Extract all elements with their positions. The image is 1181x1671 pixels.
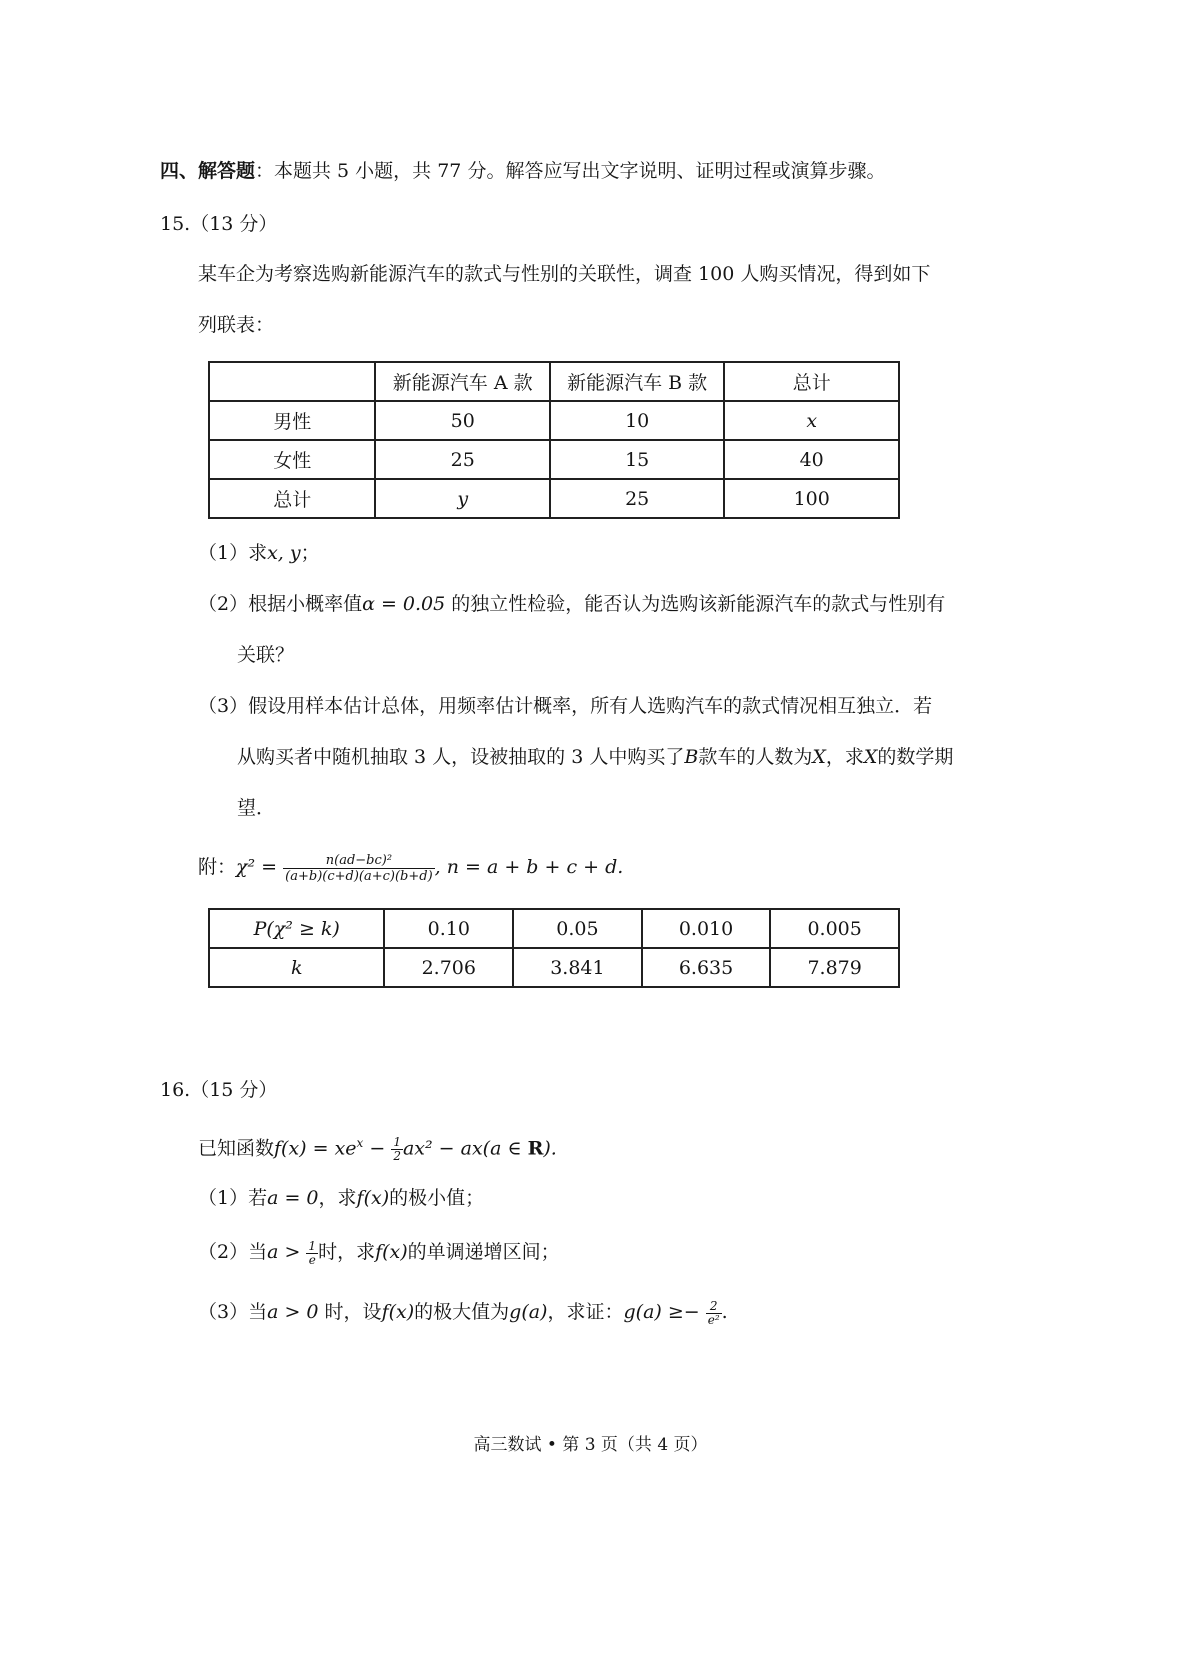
q15-part1 — [198, 540, 320, 566]
math-expr: X — [863, 746, 878, 768]
table-cell: 3.841 — [513, 948, 642, 987]
math-expr: f(x) — [356, 1187, 390, 1209]
table-cell: 男性 — [209, 401, 375, 440]
half-fraction — [391, 1136, 403, 1163]
math-expr: a = 0 — [267, 1187, 319, 1209]
q16-part1 — [198, 1185, 484, 1211]
text: ； — [300, 542, 320, 564]
section-instruction: ：本题共 5 小题，共 77 分。解答应写出文字说明、证明过程或演算步骤。 — [255, 160, 886, 182]
one-over-e-fraction — [306, 1240, 318, 1267]
table-cell: P(χ² ≥ k) — [209, 909, 384, 948]
contingency-table — [208, 361, 900, 519]
table-row — [209, 440, 899, 479]
q15-part3-line2 — [237, 744, 953, 770]
appendix-label: 附： — [198, 856, 237, 878]
text: ，求 — [318, 1187, 357, 1209]
text: 的数学期 — [877, 746, 954, 768]
q16-part2 — [198, 1237, 560, 1267]
math-expr: X — [812, 746, 826, 768]
fraction-denominator: 2 — [393, 1148, 401, 1163]
q15-stem-line1: 某车企为考察选购新能源汽车的款式与性别的关联性，调查 100 人购买情况，得到如下 — [198, 263, 931, 285]
text: 的独立性检验，能否认为选购该新能源汽车的款式与性别有 — [445, 593, 946, 615]
math-expr: B — [684, 746, 699, 768]
table-cell: 10 — [550, 401, 724, 440]
part-label: （2）根据小概率值 — [198, 593, 363, 615]
math-expr: f(x) = xe — [274, 1137, 357, 1160]
part-label: （2）当 — [198, 1241, 268, 1263]
text: 款车的人数为 — [698, 746, 813, 768]
math-expr: ). — [543, 1137, 557, 1160]
table-cell: x — [724, 401, 899, 440]
table-row — [209, 948, 899, 987]
two-over-e-squared-fraction — [706, 1300, 722, 1327]
page-footer: 高三数试 • 第 3 页（共 4 页） — [473, 1435, 708, 1455]
text: 已知函数 — [198, 1137, 275, 1160]
section-title: 四、解答题 — [160, 160, 256, 182]
math-expr: a > 0 — [267, 1301, 319, 1323]
table-cell: 50 — [375, 401, 549, 440]
q15-part2-line2: 关联？ — [237, 644, 295, 666]
fraction-numerator: 2 — [709, 1298, 718, 1313]
fraction-numerator: n(ad−bc)² — [325, 852, 393, 868]
table-cell: 0.005 — [770, 909, 899, 948]
formula-fraction — [283, 853, 435, 884]
q15-part3-line3: 望． — [237, 797, 276, 819]
table-cell: 25 — [375, 440, 549, 479]
math-expr: g(a) ≥− — [623, 1301, 706, 1323]
table-row — [209, 401, 899, 440]
table-header-row — [209, 362, 899, 401]
part-label: （1）若 — [198, 1187, 268, 1209]
text: ，求 — [825, 746, 864, 768]
table-row — [209, 479, 899, 518]
table-cell: 7.879 — [770, 948, 899, 987]
q16-part3 — [198, 1297, 728, 1327]
text: 的极大值为 — [414, 1301, 510, 1323]
text: 时，设 — [318, 1301, 382, 1323]
chi-square-formula — [198, 852, 623, 884]
math-sup: x — [356, 1136, 364, 1150]
text: 从购买者中随机抽取 3 人，设被抽取的 3 人中购买了 — [237, 746, 685, 768]
part-label: （3）当 — [198, 1301, 268, 1323]
table-cell: 0.10 — [384, 909, 513, 948]
math-expr: − — [363, 1137, 392, 1160]
math-expr: f(x) — [375, 1241, 408, 1263]
table-cell: 女性 — [209, 440, 375, 479]
section-heading — [160, 158, 885, 184]
table-cell: 新能源汽车 A 款 — [375, 362, 549, 401]
math-expr: ax² − ax(a ∈ — [402, 1137, 528, 1160]
text: 时，求 — [318, 1241, 376, 1263]
math-expr: R — [527, 1137, 544, 1160]
table-cell: 100 — [724, 479, 899, 518]
math-expr: , n = a + b + c + d. — [434, 856, 624, 878]
critical-value-table — [208, 908, 900, 988]
table-cell: 2.706 — [384, 948, 513, 987]
text: 的极小值； — [389, 1187, 485, 1209]
text: 的单调递增区间； — [407, 1241, 560, 1263]
table-cell: 6.635 — [642, 948, 771, 987]
table-cell: 新能源汽车 B 款 — [550, 362, 724, 401]
table-cell: k — [209, 948, 384, 987]
table-cell: 总计 — [724, 362, 899, 401]
text: ，求证： — [547, 1301, 624, 1323]
table-cell: y — [375, 479, 549, 518]
math-expr: x, y — [267, 542, 301, 564]
part-label: （1）求 — [198, 542, 268, 564]
table-cell: 总计 — [209, 479, 375, 518]
table-cell: 40 — [724, 440, 899, 479]
math-expr: a > — [267, 1241, 307, 1263]
table-cell: 15 — [550, 440, 724, 479]
q16-number: 16.（15 分） — [160, 1079, 278, 1101]
q15-number: 15.（13 分） — [160, 213, 278, 235]
table-row — [209, 909, 899, 948]
fraction-denominator: e — [306, 1253, 318, 1267]
fraction-denominator: (a+b)(c+d)(a+c)(b+d) — [285, 868, 433, 884]
q16-stem — [198, 1128, 557, 1163]
q15-stem-line2: 列联表： — [198, 314, 275, 336]
fraction-numerator: 1 — [308, 1238, 317, 1253]
math-expr: χ² = — [236, 856, 278, 878]
math-expr: f(x) — [381, 1301, 415, 1323]
q15-part3-line1: （3）假设用样本估计总体，用频率估计概率，所有人选购汽车的款式情况相互独立．若 — [198, 695, 933, 717]
math-expr: α = 0.05 — [362, 593, 446, 615]
table-cell: 25 — [550, 479, 724, 518]
table-cell: 0.05 — [513, 909, 642, 948]
fraction-denominator: e² — [707, 1312, 720, 1327]
table-cell: 0.010 — [642, 909, 771, 948]
text: . — [721, 1301, 728, 1323]
table-cell — [209, 362, 375, 401]
math-expr: g(a) — [509, 1301, 548, 1323]
q15-part2 — [198, 591, 945, 617]
fraction-numerator: 1 — [393, 1134, 401, 1149]
